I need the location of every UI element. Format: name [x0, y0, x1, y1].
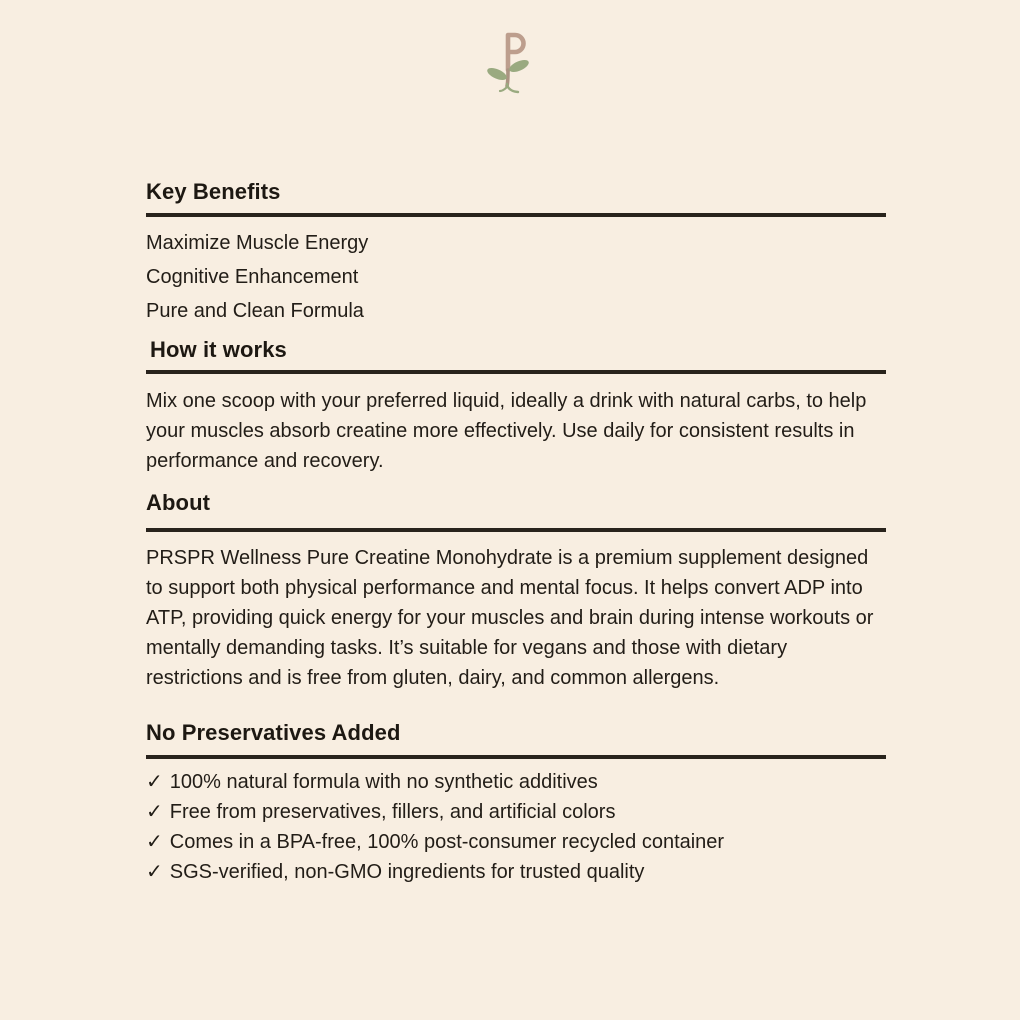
how-it-works-paragraph: Mix one scoop with your preferred liquid, ideally a drink with natural carbs, to help your muscles absorb creatine more effectively. Use daily for consistent results in performance and recovery. [146, 390, 867, 472]
check-list-item [146, 827, 886, 857]
check-item-text: 100% natural formula with no synthetic additives [169, 771, 598, 793]
divider [146, 370, 886, 374]
check-list-item [146, 767, 886, 797]
check-list-item [146, 797, 886, 827]
how-it-works-heading: How it works [150, 337, 287, 362]
check-list-item [146, 857, 886, 887]
benefit-item: Maximize Muscle Energy [146, 232, 369, 254]
check-item-text: Comes in a BPA-free, 100% post-consumer recycled container [169, 831, 725, 853]
divider [146, 528, 886, 532]
checkmark-icon: ✓ [146, 801, 163, 823]
checkmark-icon: ✓ [146, 771, 163, 793]
product-info-panel [146, 179, 886, 887]
key-benefits-heading: Key Benefits [146, 179, 281, 204]
key-benefits-list [146, 226, 886, 328]
about-paragraph: PRSPR Wellness Pure Creatine Monohydrate is a premium supplement designed to support both physical performance and mental focus. It helps convert ADP into ATP, providing quick energy for your muscles and brain during intense workouts or mentally demanding tasks. It’s suitable for vegans and those with dietary restrictions and is free from gluten, dairy, and common allergens. [146, 547, 874, 689]
divider [146, 755, 886, 759]
brand-logo [0, 0, 1020, 101]
benefit-item: Cognitive Enhancement [146, 266, 359, 288]
divider [146, 213, 886, 217]
section-how-it-works [146, 337, 886, 476]
section-about [146, 490, 886, 693]
no-preservatives-heading: No Preservatives Added [146, 720, 401, 745]
section-key-benefits [146, 179, 886, 328]
about-heading: About [146, 490, 211, 515]
benefit-item: Pure and Clean Formula [146, 300, 364, 322]
check-item-text: SGS-verified, non-GMO ingredients for trusted quality [169, 861, 645, 883]
section-no-preservatives [146, 720, 886, 887]
check-item-text: Free from preservatives, fillers, and artificial colors [169, 801, 616, 823]
checkmark-icon: ✓ [146, 831, 163, 853]
checkmark-icon: ✓ [146, 861, 163, 883]
no-preservatives-list [146, 767, 886, 887]
plant-logo-icon [484, 26, 536, 101]
